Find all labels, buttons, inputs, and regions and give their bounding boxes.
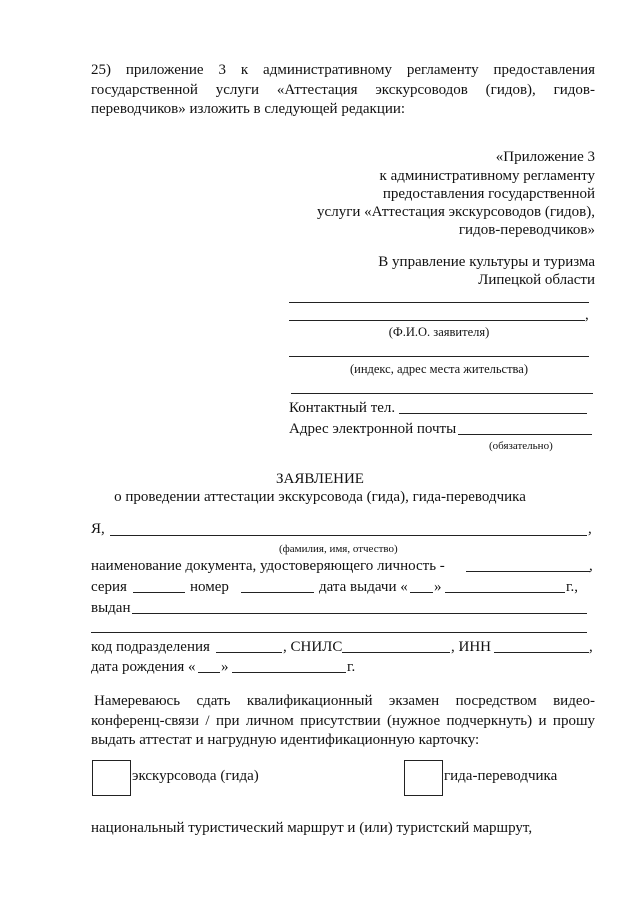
document-title: ЗАЯВЛЕНИЕ bbox=[276, 471, 364, 487]
phone-label: Контактный тел. bbox=[289, 400, 396, 416]
addressee-line-1: В управление культуры и туризма bbox=[378, 254, 595, 270]
email-label: Адрес электронной почты bbox=[289, 421, 457, 437]
birth-label: дата рождения « bbox=[91, 659, 196, 675]
document-subtitle: о проведении аттестации экскурсовода (гида), гида-переводчика bbox=[114, 489, 526, 505]
issue-day-close: » bbox=[434, 579, 442, 595]
doc-field[interactable] bbox=[466, 571, 590, 572]
email-caption: (обязательно) bbox=[489, 440, 553, 452]
intro-line-1: 25) приложение 3 к административному регламенту предоставления bbox=[91, 62, 595, 78]
birth-day-field[interactable] bbox=[198, 672, 220, 673]
issued-by-label: выдан bbox=[91, 600, 131, 616]
birth-year-suffix: г. bbox=[347, 659, 356, 675]
issued-by-field[interactable] bbox=[132, 613, 587, 614]
name-field[interactable] bbox=[110, 535, 587, 536]
paragraph-line-1: Намереваюсь сдать квалификационный экзамен посредством видео- bbox=[94, 693, 595, 709]
appendix-line-5: гидов-переводчиков» bbox=[458, 222, 595, 238]
fio-comma: , bbox=[585, 307, 589, 323]
inn-label: , ИНН bbox=[451, 639, 491, 655]
snils-label: , СНИЛС bbox=[283, 639, 343, 655]
birth-month-year-field[interactable] bbox=[232, 672, 346, 673]
appendix-line-3: предоставления государственной bbox=[382, 186, 595, 202]
interpreter-checkbox[interactable] bbox=[404, 760, 443, 796]
guide-checkbox[interactable] bbox=[92, 760, 131, 796]
fio-caption: (Ф.И.О. заявителя) bbox=[388, 325, 490, 339]
issue-day-field[interactable] bbox=[410, 592, 433, 593]
series-label: серия bbox=[91, 579, 127, 595]
email-field[interactable] bbox=[458, 434, 592, 435]
dept-code-label: код подразделения bbox=[91, 639, 210, 655]
address-line-1[interactable] bbox=[289, 356, 589, 357]
fio-line-2[interactable] bbox=[289, 320, 585, 321]
guide-option-label: экскурсовода (гида) bbox=[132, 768, 259, 784]
fio-line-1[interactable] bbox=[289, 302, 589, 303]
addressee-line-2: Липецкой области bbox=[478, 272, 595, 288]
dept-code-field[interactable] bbox=[216, 652, 282, 653]
birth-day-close: » bbox=[221, 659, 229, 675]
issue-month-year-field[interactable] bbox=[445, 592, 565, 593]
issue-year-suffix: г., bbox=[566, 579, 578, 595]
inn-field[interactable] bbox=[494, 652, 589, 653]
address-caption: (индекс, адрес места жительства) bbox=[349, 362, 529, 376]
appendix-line-2: к административному регламенту bbox=[379, 168, 595, 184]
ya-label: Я, bbox=[91, 521, 105, 537]
appendix-line-1: «Приложение 3 bbox=[495, 149, 595, 165]
intro-line-3: переводчиков» изложить в следующей редакции: bbox=[91, 101, 406, 117]
intro-line-2: государственной услуги «Аттестация экскурсоводов (гидов), гидов- bbox=[91, 82, 595, 98]
phone-field[interactable] bbox=[399, 413, 587, 414]
number-field[interactable] bbox=[241, 592, 314, 593]
name-caption: (фамилия, имя, отчество) bbox=[279, 543, 398, 555]
appendix-line-4: услуги «Аттестация экскурсоводов (гидов), bbox=[317, 204, 595, 220]
paragraph-line-2: конференц-связи / при личном присутствии (нужное подчеркнуть) и прошу bbox=[91, 713, 595, 729]
series-field[interactable] bbox=[133, 592, 185, 593]
snils-field[interactable] bbox=[342, 652, 450, 653]
name-comma: , bbox=[588, 521, 592, 537]
address-line-2[interactable] bbox=[291, 393, 593, 394]
doc-comma: , bbox=[589, 558, 593, 574]
inn-comma: , bbox=[589, 639, 593, 655]
route-line: национальный туристический маршрут и (или) туристский маршрут, bbox=[91, 820, 533, 836]
number-label: номер bbox=[190, 579, 229, 595]
paragraph-line-3: выдать аттестат и нагрудную идентификационную карточку: bbox=[91, 732, 480, 748]
interpreter-option-label: гида-переводчика bbox=[444, 768, 558, 784]
issued-by-field-2[interactable] bbox=[91, 632, 587, 633]
doc-label: наименование документа, удостоверяющего личность - bbox=[91, 558, 445, 574]
issue-date-label: дата выдачи « bbox=[319, 579, 408, 595]
